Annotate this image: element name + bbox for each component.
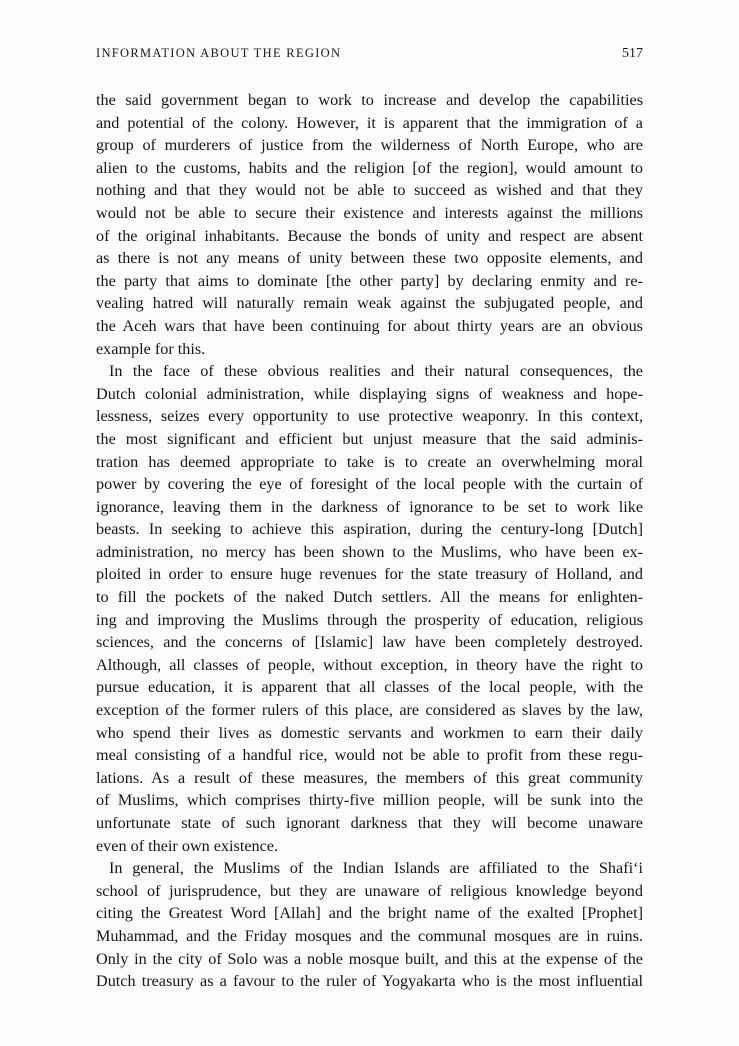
text-line: Only in the city of Solo was a noble mosque built, and this at the expense of the — [96, 949, 643, 968]
text-line: of the original inhabitants. Because the bonds of unity and respect are absent — [96, 226, 643, 245]
text-line: the most significant and efficient but unjust measure that the said adminis- — [96, 429, 643, 448]
text-line: vealing hatred will naturally remain weak against the subjugated people, and — [96, 294, 643, 313]
text-line: sciences, and the concerns of [Islamic] law have been completely destroyed. — [96, 633, 643, 652]
text-line: to fill the pockets of the naked Dutch settlers. All the means for enlighten- — [96, 588, 643, 607]
text-line: In the face of these obvious realities and their natural consequences, the — [109, 362, 643, 381]
text-line: meal consisting of a handful rice, would not be able to profit from these regu- — [96, 746, 643, 765]
text-line: the said government began to work to increase and develop the capabilities — [96, 91, 643, 109]
text-line: beasts. In seeking to achieve this aspiration, during the century-long [Dutch] — [96, 520, 643, 539]
text-line: even of their own existence. — [96, 836, 279, 855]
paragraph-2 — [96, 360, 643, 857]
text-line: lessness, seizes every opportunity to use protective weaponry. In this context, — [96, 407, 643, 426]
running-title: INFORMATION ABOUT THE REGION — [96, 46, 342, 60]
text-line: In general, the Muslims of the Indian Islands are affiliated to the Shafi‘i — [109, 859, 643, 878]
text-line: ignorance, leaving them in the darkness of ignorance to be set to work like — [96, 497, 643, 516]
text-line: Muhammad, and the Friday mosques and the communal mosques are in ruins. — [96, 926, 643, 945]
text-line: would not be able to secure their existence and interests against the millions — [96, 203, 643, 222]
text-line: as there is not any means of unity between these two opposite elements, and — [96, 249, 643, 268]
text-line: lations. As a result of these measures, the members of this great community — [96, 768, 643, 787]
text-line: group of murderers of justice from the wilderness of North Europe, who are — [96, 136, 643, 155]
text-line: of Muslims, which comprises thirty-five million people, will be sunk into the — [96, 791, 643, 810]
text-line: the party that aims to dominate [the other party] by declaring enmity and re- — [96, 271, 643, 290]
text-line: power by covering the eye of foresight of the local people with the curtain of — [96, 475, 643, 494]
text-line: alien to the customs, habits and the religion [of the region], would amount to — [96, 158, 643, 177]
paragraph-3 — [96, 857, 643, 993]
text-line: example for this. — [96, 339, 206, 358]
text-line: school of jurisprudence, but they are unaware of religious knowledge beyond — [96, 881, 643, 900]
text-line: unfortunate state of such ignorant darkness that they will become unaware — [96, 814, 643, 832]
text-line: ploited in order to ensure huge revenues for the state treasury of Holland, and — [96, 565, 643, 584]
running-header — [96, 46, 643, 62]
text-line: Dutch treasury as a favour to the ruler of Yogyakarta who is the most influential — [96, 972, 643, 991]
text-line: Dutch colonial administration, while displaying signs of weakness and hope- — [96, 384, 643, 403]
text-line: ing and improving the Muslims through the prosperity of education, religious — [96, 610, 643, 629]
text-line: pursue education, it is apparent that all classes of the local people, with the — [96, 678, 643, 697]
text-line: Although, all classes of people, without exception, in theory have the right to — [96, 655, 643, 674]
text-line: administration, no mercy has been shown to the Muslims, who have been ex- — [96, 542, 643, 561]
text-line: who spend their lives as domestic servants and workmen to earn their daily — [96, 723, 643, 742]
text-line: nothing and that they would not be able to succeed as wished and that they — [96, 181, 643, 200]
body-text — [96, 89, 643, 993]
text-line: citing the Greatest Word [Allah] and the bright name of the exalted [Prophet] — [96, 904, 643, 923]
paragraph-1 — [96, 89, 643, 360]
text-line: exception of the former rulers of this place, are considered as slaves by the law, — [96, 701, 643, 720]
text-line: and potential of the colony. However, it is apparent that the immigration of a — [96, 113, 643, 132]
text-line: the Aceh wars that have been continuing for about thirty years are an obvious — [96, 316, 643, 335]
text-line: tration has deemed appropriate to take is to create an overwhelming moral — [96, 452, 643, 471]
page-number: 517 — [622, 46, 643, 61]
